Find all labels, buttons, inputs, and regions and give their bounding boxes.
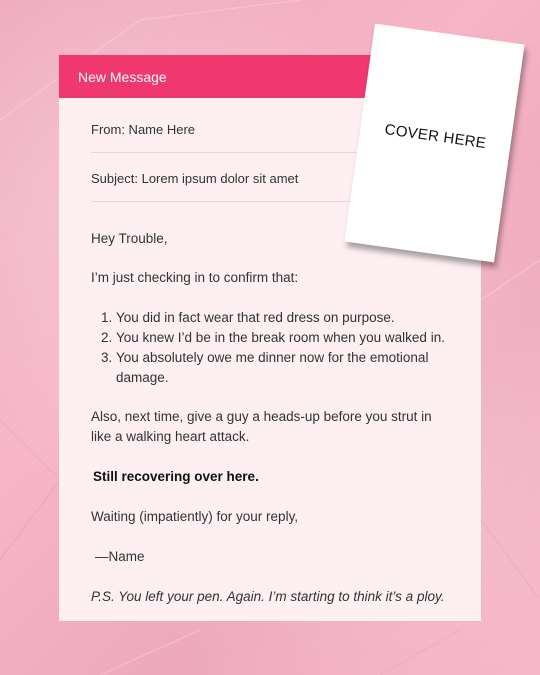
from-field[interactable]: From: Name Here (91, 98, 391, 153)
waiting-line: Waiting (impatiently) for your reply, (91, 509, 299, 524)
postscript: P.S. You left your pen. Again. I’m starting to think it’s a ploy. (91, 589, 445, 604)
cover-placeholder (344, 24, 524, 263)
also-paragraph: Also, next time, give a guy a heads-up before you strut in like a walking heart attack. (91, 409, 432, 444)
list-item: 3. You absolutely owe me dinner now for the emotional damage. (116, 348, 476, 388)
intro-line: I’m just checking in to confirm that: (91, 270, 299, 285)
bold-line: Still recovering over here. (93, 469, 259, 484)
cover-label: COVER HERE (383, 120, 488, 152)
greeting: Hey Trouble, (91, 231, 168, 246)
subject-field[interactable]: Subject: Lorem ipsum dolor sit amet (91, 153, 391, 202)
signature: —Name (95, 549, 145, 564)
list-item: 1. You did in fact wear that red dress on purpose. (116, 308, 476, 328)
message-title: New Message (78, 68, 167, 85)
list-item: 2. You knew I’d be in the break room when you walked in. (116, 328, 476, 348)
confirmation-list (91, 308, 476, 388)
